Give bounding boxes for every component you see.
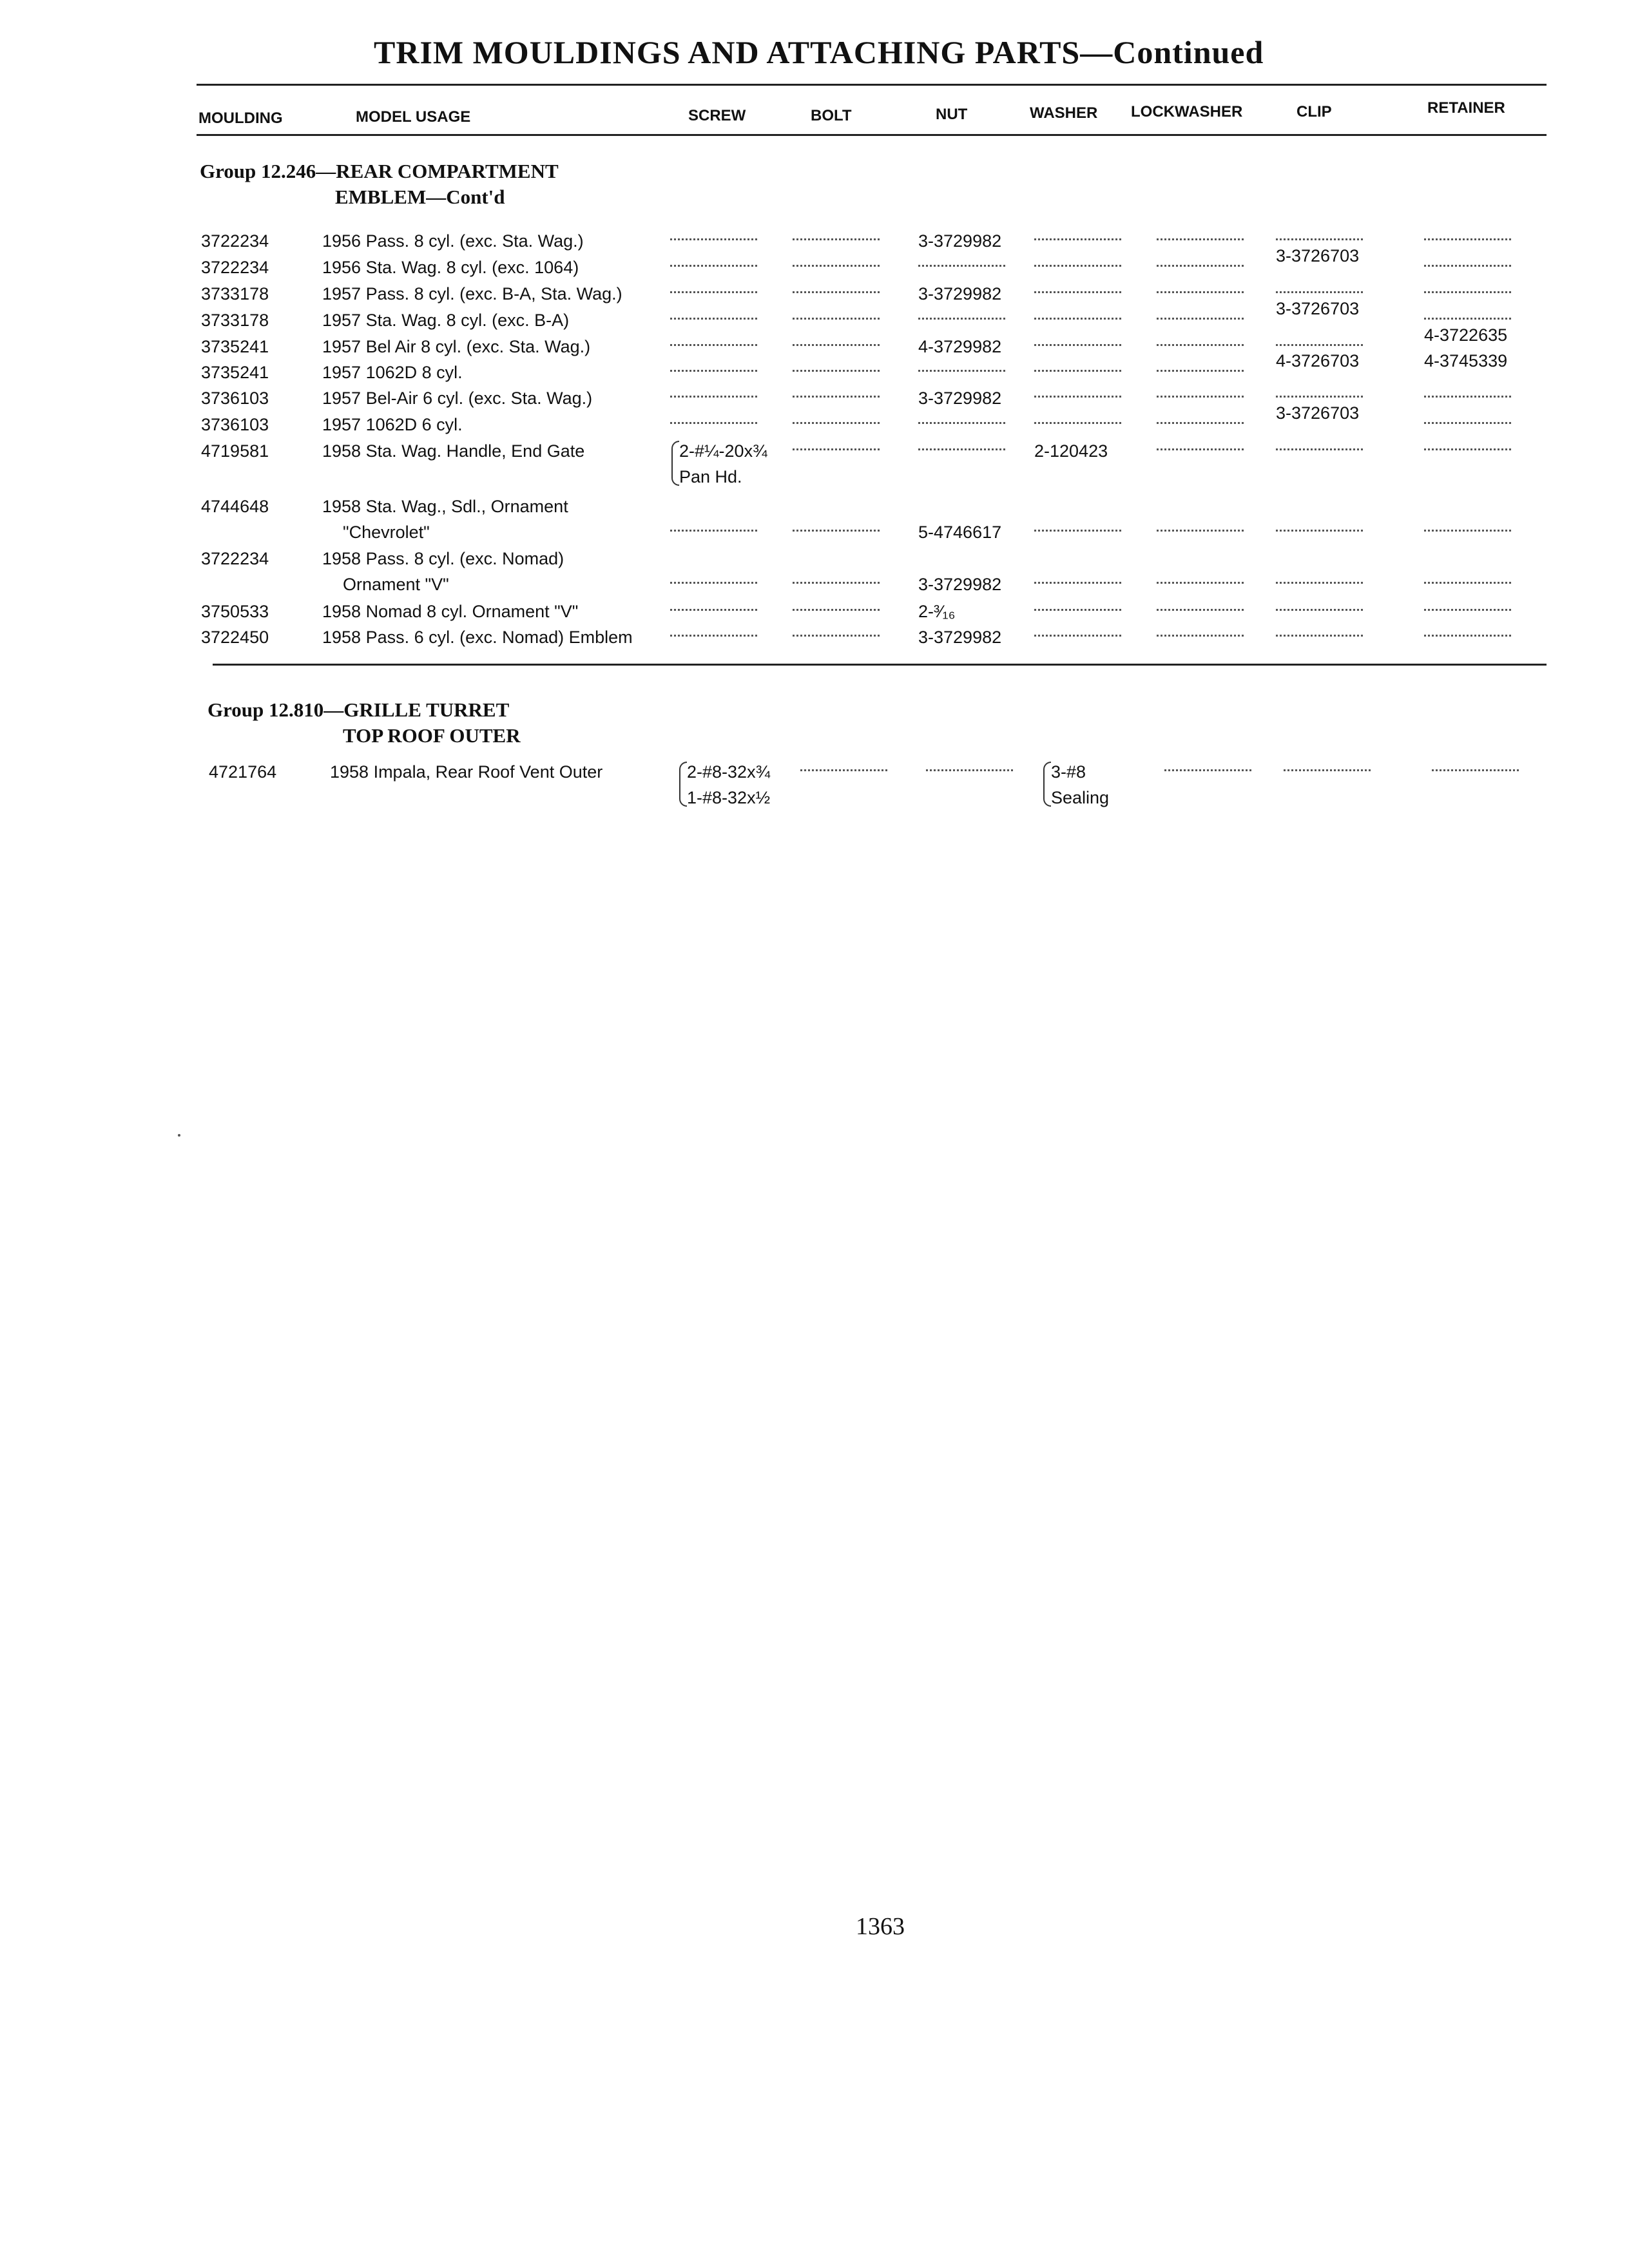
cell-model-usage: 1958 Sta. Wag., Sdl., Ornament (322, 497, 568, 516)
cell-part-number: 3735241 (201, 337, 269, 356)
dot-leader (793, 238, 880, 240)
table-row (0, 494, 1629, 542)
page-number: 1363 (856, 1913, 905, 1940)
cell-clip: 3-3726703 (1276, 246, 1360, 265)
dot-leader (1034, 344, 1121, 346)
dot-leader (1424, 238, 1511, 240)
dot-leader (918, 448, 1005, 450)
dot-leader (670, 530, 757, 532)
cell-retainer: 4-3722635 (1424, 325, 1508, 345)
dot-leader (1276, 635, 1363, 637)
scan-speck (178, 1134, 180, 1137)
dot-leader (1432, 769, 1519, 771)
column-header-clip: CLIP (1296, 103, 1332, 120)
table-row (0, 546, 1629, 594)
cell-nut: 3-3729982 (918, 628, 1002, 647)
cell-nut: 5-4746617 (918, 523, 1002, 542)
brace (671, 441, 679, 486)
group-title (200, 159, 559, 210)
dot-leader (793, 265, 880, 267)
dot-leader (1424, 609, 1511, 611)
cell-model-usage: 1958 Sta. Wag. Handle, End Gate (322, 441, 585, 461)
dot-leader (1157, 609, 1244, 611)
cell-nut: 2-³⁄₁₆ (918, 602, 956, 621)
group-title-line1: Group 12.246—REAR COMPARTMENT (200, 160, 559, 182)
dot-leader (793, 344, 880, 346)
brace (679, 762, 687, 807)
cell-washer-cont: Sealing (1051, 788, 1110, 807)
table-row (0, 299, 1629, 333)
table-row (0, 438, 1629, 486)
dot-leader (1157, 318, 1244, 320)
cell-clip: 3-3726703 (1276, 403, 1360, 423)
dot-leader (1424, 265, 1511, 267)
dot-leader (1034, 396, 1121, 398)
table-row (0, 325, 1629, 360)
dot-leader (1157, 530, 1244, 532)
column-header-retainer: RETAINER (1427, 99, 1505, 117)
cell-model-usage: 1956 Pass. 8 cyl. (exc. Sta. Wag.) (322, 231, 584, 251)
dot-leader (1276, 530, 1363, 532)
dot-leader (1424, 530, 1511, 532)
dot-leader (800, 769, 887, 771)
group-title-line2: TOP ROOF OUTER (343, 724, 521, 747)
cell-nut: 3-3729982 (918, 284, 1002, 303)
dot-leader (926, 769, 1013, 771)
dot-leader (793, 318, 880, 320)
dot-leader (1034, 530, 1121, 532)
dot-leader (793, 370, 880, 372)
dot-leader (670, 238, 757, 240)
cell-nut: 3-3729982 (918, 575, 1002, 594)
dot-leader (793, 582, 880, 584)
dot-leader (1276, 396, 1363, 398)
cell-retainer: 4-3745339 (1424, 351, 1508, 370)
dot-leader (1424, 318, 1511, 320)
dot-leader (918, 422, 1005, 424)
group-title (207, 697, 521, 749)
dot-leader (1164, 769, 1251, 771)
dot-leader (793, 448, 880, 450)
dot-leader (793, 396, 880, 398)
dot-leader (1157, 422, 1244, 424)
dot-leader (1034, 635, 1121, 637)
column-header-moulding: MOULDING (198, 110, 283, 127)
dot-leader (1424, 582, 1511, 584)
cell-part-number: 4721764 (209, 762, 277, 782)
brace (1043, 762, 1051, 807)
cell-clip: 3-3726703 (1276, 299, 1360, 318)
dot-leader (1424, 396, 1511, 398)
dot-leader (793, 422, 880, 424)
group-separator-rule (213, 664, 1547, 666)
dot-leader (1034, 265, 1121, 267)
dot-leader (1276, 291, 1363, 293)
table-row (0, 385, 1629, 411)
cell-model-usage: 1958 Pass. 8 cyl. (exc. Nomad) (322, 549, 564, 568)
dot-leader (1424, 448, 1511, 450)
table-row (0, 624, 1629, 650)
dot-leader (1034, 582, 1121, 584)
cell-part-number: 3722450 (201, 628, 269, 647)
cell-screw-cont: Pan Hd. (679, 467, 742, 486)
dot-leader (793, 635, 880, 637)
page-title: TRIM MOULDINGS AND ATTACHING PARTS—Continued (374, 34, 1264, 70)
column-header-model-usage: MODEL USAGE (356, 108, 471, 126)
cell-screw: 2-#8-32x¾ (687, 762, 771, 782)
dot-leader (670, 291, 757, 293)
dot-leader (1157, 635, 1244, 637)
dot-leader (1276, 582, 1363, 584)
dot-leader (670, 609, 757, 611)
cell-model-usage-cont: Ornament "V" (343, 575, 449, 594)
dot-leader (1034, 318, 1121, 320)
cell-model-usage: 1956 Sta. Wag. 8 cyl. (exc. 1064) (322, 258, 579, 277)
cell-model-usage: 1957 Sta. Wag. 8 cyl. (exc. B-A) (322, 311, 570, 330)
cell-part-number: 3733178 (201, 311, 269, 330)
cell-screw: 2-#¼-20x¾ (679, 441, 767, 461)
dot-leader (1034, 238, 1121, 240)
dot-leader (1157, 582, 1244, 584)
cell-part-number: 3722234 (201, 231, 269, 251)
dot-leader (1276, 238, 1363, 240)
dot-leader (670, 635, 757, 637)
dot-leader (670, 344, 757, 346)
cell-part-number: 3736103 (201, 389, 269, 408)
dot-leader (670, 318, 757, 320)
cell-screw-cont: 1-#8-32x½ (687, 788, 771, 807)
dot-leader (793, 530, 880, 532)
cell-nut: 3-3729982 (918, 389, 1002, 408)
column-header-nut: NUT (936, 106, 968, 123)
cell-part-number: 3735241 (201, 363, 269, 382)
cell-part-number: 3722234 (201, 258, 269, 277)
table-row (0, 281, 1629, 307)
dot-leader (1276, 344, 1363, 346)
dot-leader (1424, 422, 1511, 424)
dot-leader (1157, 396, 1244, 398)
cell-model-usage-cont: "Chevrolet" (343, 523, 430, 542)
cell-model-usage: 1957 Bel-Air 6 cyl. (exc. Sta. Wag.) (322, 389, 593, 408)
table-row (0, 246, 1629, 280)
cell-part-number: 4719581 (201, 441, 269, 461)
dot-leader (1034, 370, 1121, 372)
cell-model-usage: 1958 Nomad 8 cyl. Ornament "V" (322, 602, 579, 621)
dot-leader (1157, 265, 1244, 267)
dot-leader (918, 318, 1005, 320)
table-row (0, 228, 1629, 254)
dot-leader (918, 370, 1005, 372)
dot-leader (1284, 769, 1371, 771)
table-row (0, 599, 1629, 624)
cell-part-number: 4744648 (201, 497, 269, 516)
dot-leader (918, 265, 1005, 267)
column-header-washer: WASHER (1030, 104, 1098, 122)
dot-leader (670, 265, 757, 267)
dot-leader (1034, 291, 1121, 293)
cell-model-usage: 1958 Impala, Rear Roof Vent Outer (330, 762, 603, 782)
cell-model-usage: 1957 Bel Air 8 cyl. (exc. Sta. Wag.) (322, 337, 591, 356)
dot-leader (1034, 422, 1121, 424)
cell-part-number: 3722234 (201, 549, 269, 568)
cell-model-usage: 1957 Pass. 8 cyl. (exc. B-A, Sta. Wag.) (322, 284, 622, 303)
cell-model-usage: 1957 1062D 6 cyl. (322, 415, 463, 434)
cell-model-usage: 1958 Pass. 6 cyl. (exc. Nomad) Emblem (322, 628, 633, 647)
column-header-lockwasher: LOCKWASHER (1131, 103, 1243, 120)
dot-leader (1157, 370, 1244, 372)
cell-model-usage: 1957 1062D 8 cyl. (322, 363, 463, 382)
header-top-rule (197, 84, 1547, 86)
dot-leader (670, 422, 757, 424)
dot-leader (670, 582, 757, 584)
dot-leader (793, 291, 880, 293)
dot-leader (1276, 448, 1363, 450)
dot-leader (1157, 448, 1244, 450)
table-row (0, 351, 1629, 385)
cell-nut: 4-3729982 (918, 337, 1002, 356)
cell-part-number: 3733178 (201, 284, 269, 303)
dot-leader (1157, 238, 1244, 240)
dot-leader (670, 370, 757, 372)
column-header-bolt: BOLT (811, 107, 852, 124)
dot-leader (1424, 291, 1511, 293)
cell-washer: 2-120423 (1034, 441, 1108, 461)
dot-leader (1157, 344, 1244, 346)
dot-leader (793, 609, 880, 611)
cell-washer: 3-#8 (1051, 762, 1086, 782)
cell-part-number: 3736103 (201, 415, 269, 434)
table-row (8, 759, 1629, 807)
dot-leader (1276, 609, 1363, 611)
dot-leader (1034, 609, 1121, 611)
table-row (0, 403, 1629, 437)
group-title-line2: EMBLEM—Cont'd (335, 186, 505, 208)
column-header-screw: SCREW (688, 107, 746, 124)
dot-leader (1157, 291, 1244, 293)
dot-leader (670, 396, 757, 398)
group-title-line1: Group 12.810—GRILLE TURRET (207, 698, 510, 721)
header-bottom-rule (197, 134, 1547, 136)
cell-nut: 3-3729982 (918, 231, 1002, 251)
dot-leader (1424, 635, 1511, 637)
cell-clip: 4-3726703 (1276, 351, 1360, 370)
cell-part-number: 3750533 (201, 602, 269, 621)
